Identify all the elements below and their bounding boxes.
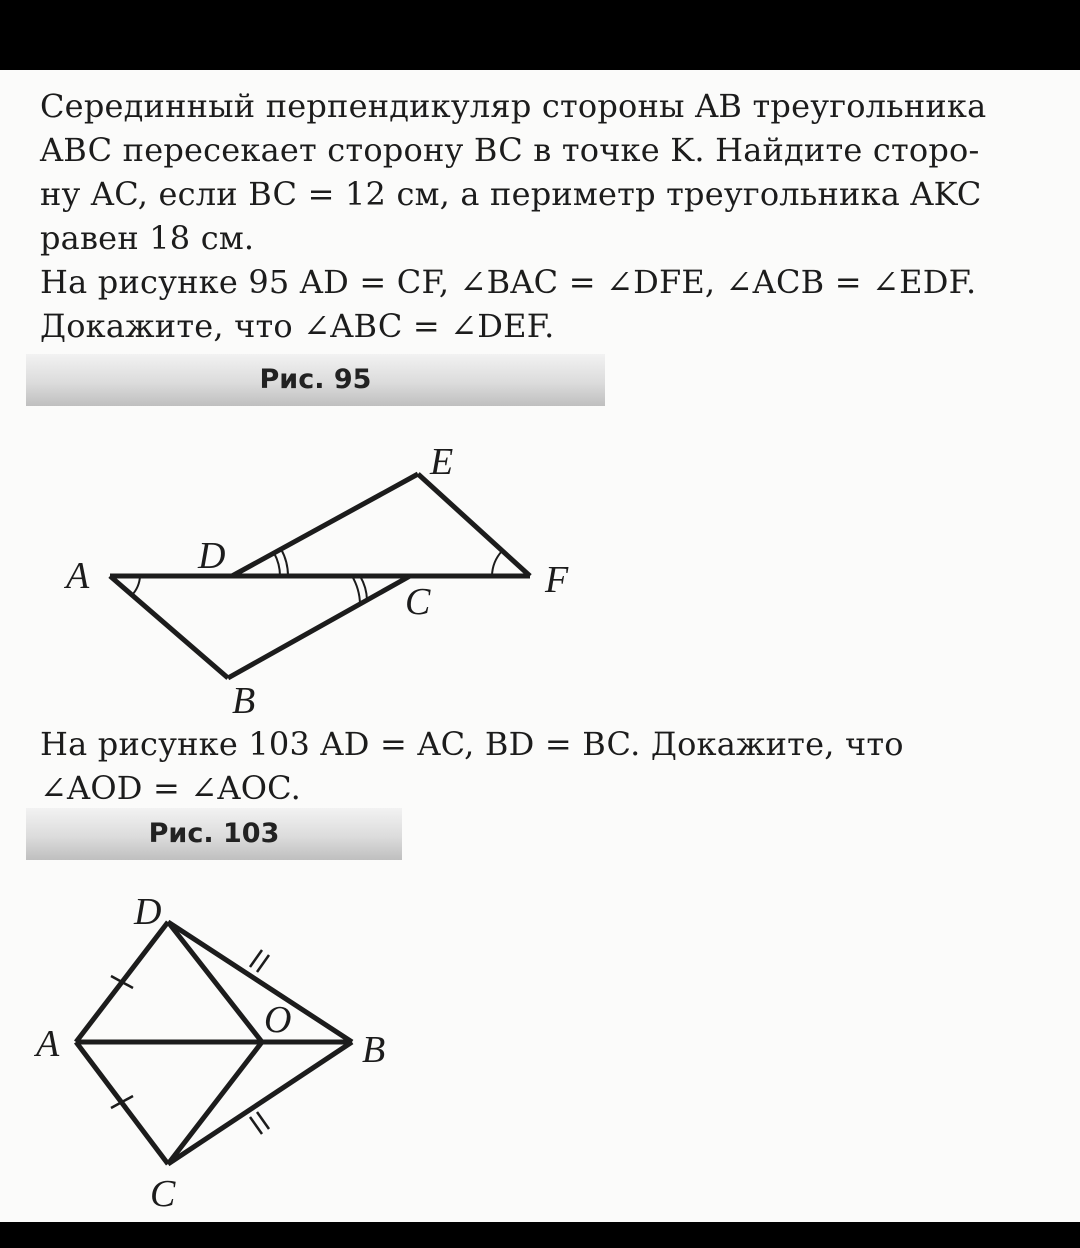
segment-EF	[418, 474, 530, 576]
problem-2-line-2: Докажите, что ∠ABC = ∠DEF.	[40, 307, 555, 345]
problem-3-text	[40, 722, 1050, 810]
figure-95-caption-bar	[26, 354, 605, 406]
label-B: B	[362, 1029, 386, 1071]
label-D: D	[134, 891, 162, 933]
figure-95-diagram	[0, 410, 620, 720]
problem-3-line-2: ∠AOD = ∠AOC.	[40, 769, 302, 807]
segment-CB	[168, 1042, 352, 1164]
problem-1-line-3: ну AC, если BC = 12 см, а периметр треугольника AKC	[40, 175, 982, 213]
figure-103-caption-bar	[26, 808, 402, 860]
angle-mark-F	[492, 551, 502, 576]
problem-1-line-4: равен 18 см.	[40, 219, 255, 257]
tick-DB-2	[257, 955, 269, 972]
label-E: E	[430, 441, 454, 483]
label-C: C	[405, 581, 431, 623]
figure-95-caption: Рис. 95	[259, 364, 372, 395]
tick-AD	[111, 976, 133, 988]
problem-1-line-2: ABC пересекает сторону BC в точке K. Найдите сторо-	[40, 131, 980, 169]
segment-DE	[232, 474, 418, 576]
segment-DB	[168, 922, 352, 1042]
label-O: O	[264, 999, 292, 1041]
segment-AB	[110, 576, 228, 678]
problem-3-line-1: На рисунке 103 AD = AC, BD = BC. Докажите, что	[40, 725, 904, 763]
problem-1-text	[40, 84, 1050, 260]
problem-2-line-1: На рисунке 95 AD = CF, ∠BAC = ∠DFE, ∠ACB = ∠EDF.	[40, 263, 977, 301]
angle-mark-D-1	[274, 553, 280, 576]
figure-103-diagram	[0, 870, 420, 1222]
angle-mark-C-2	[352, 576, 360, 604]
textbook-page	[0, 70, 1080, 1222]
label-F: F	[545, 559, 569, 601]
tick-CB-2	[257, 1112, 269, 1129]
tick-CB-1	[250, 1117, 262, 1134]
label-A: A	[36, 1023, 60, 1065]
segment-CO	[168, 1042, 262, 1164]
segment-DO	[168, 922, 262, 1042]
angle-mark-D-2	[281, 549, 288, 576]
problem-2-text	[40, 260, 1050, 348]
figure-103-caption: Рис. 103	[148, 818, 280, 849]
label-D: D	[198, 535, 226, 577]
problem-1-line-1: Серединный перпендикуляр стороны AB треугольника	[40, 87, 987, 125]
angle-mark-A	[132, 576, 140, 595]
label-B: B	[232, 680, 256, 720]
label-C: C	[150, 1173, 176, 1215]
label-A: A	[66, 555, 90, 597]
angle-mark-C-1	[360, 576, 367, 600]
segment-BC	[228, 576, 410, 678]
tick-DB-1	[250, 950, 262, 967]
